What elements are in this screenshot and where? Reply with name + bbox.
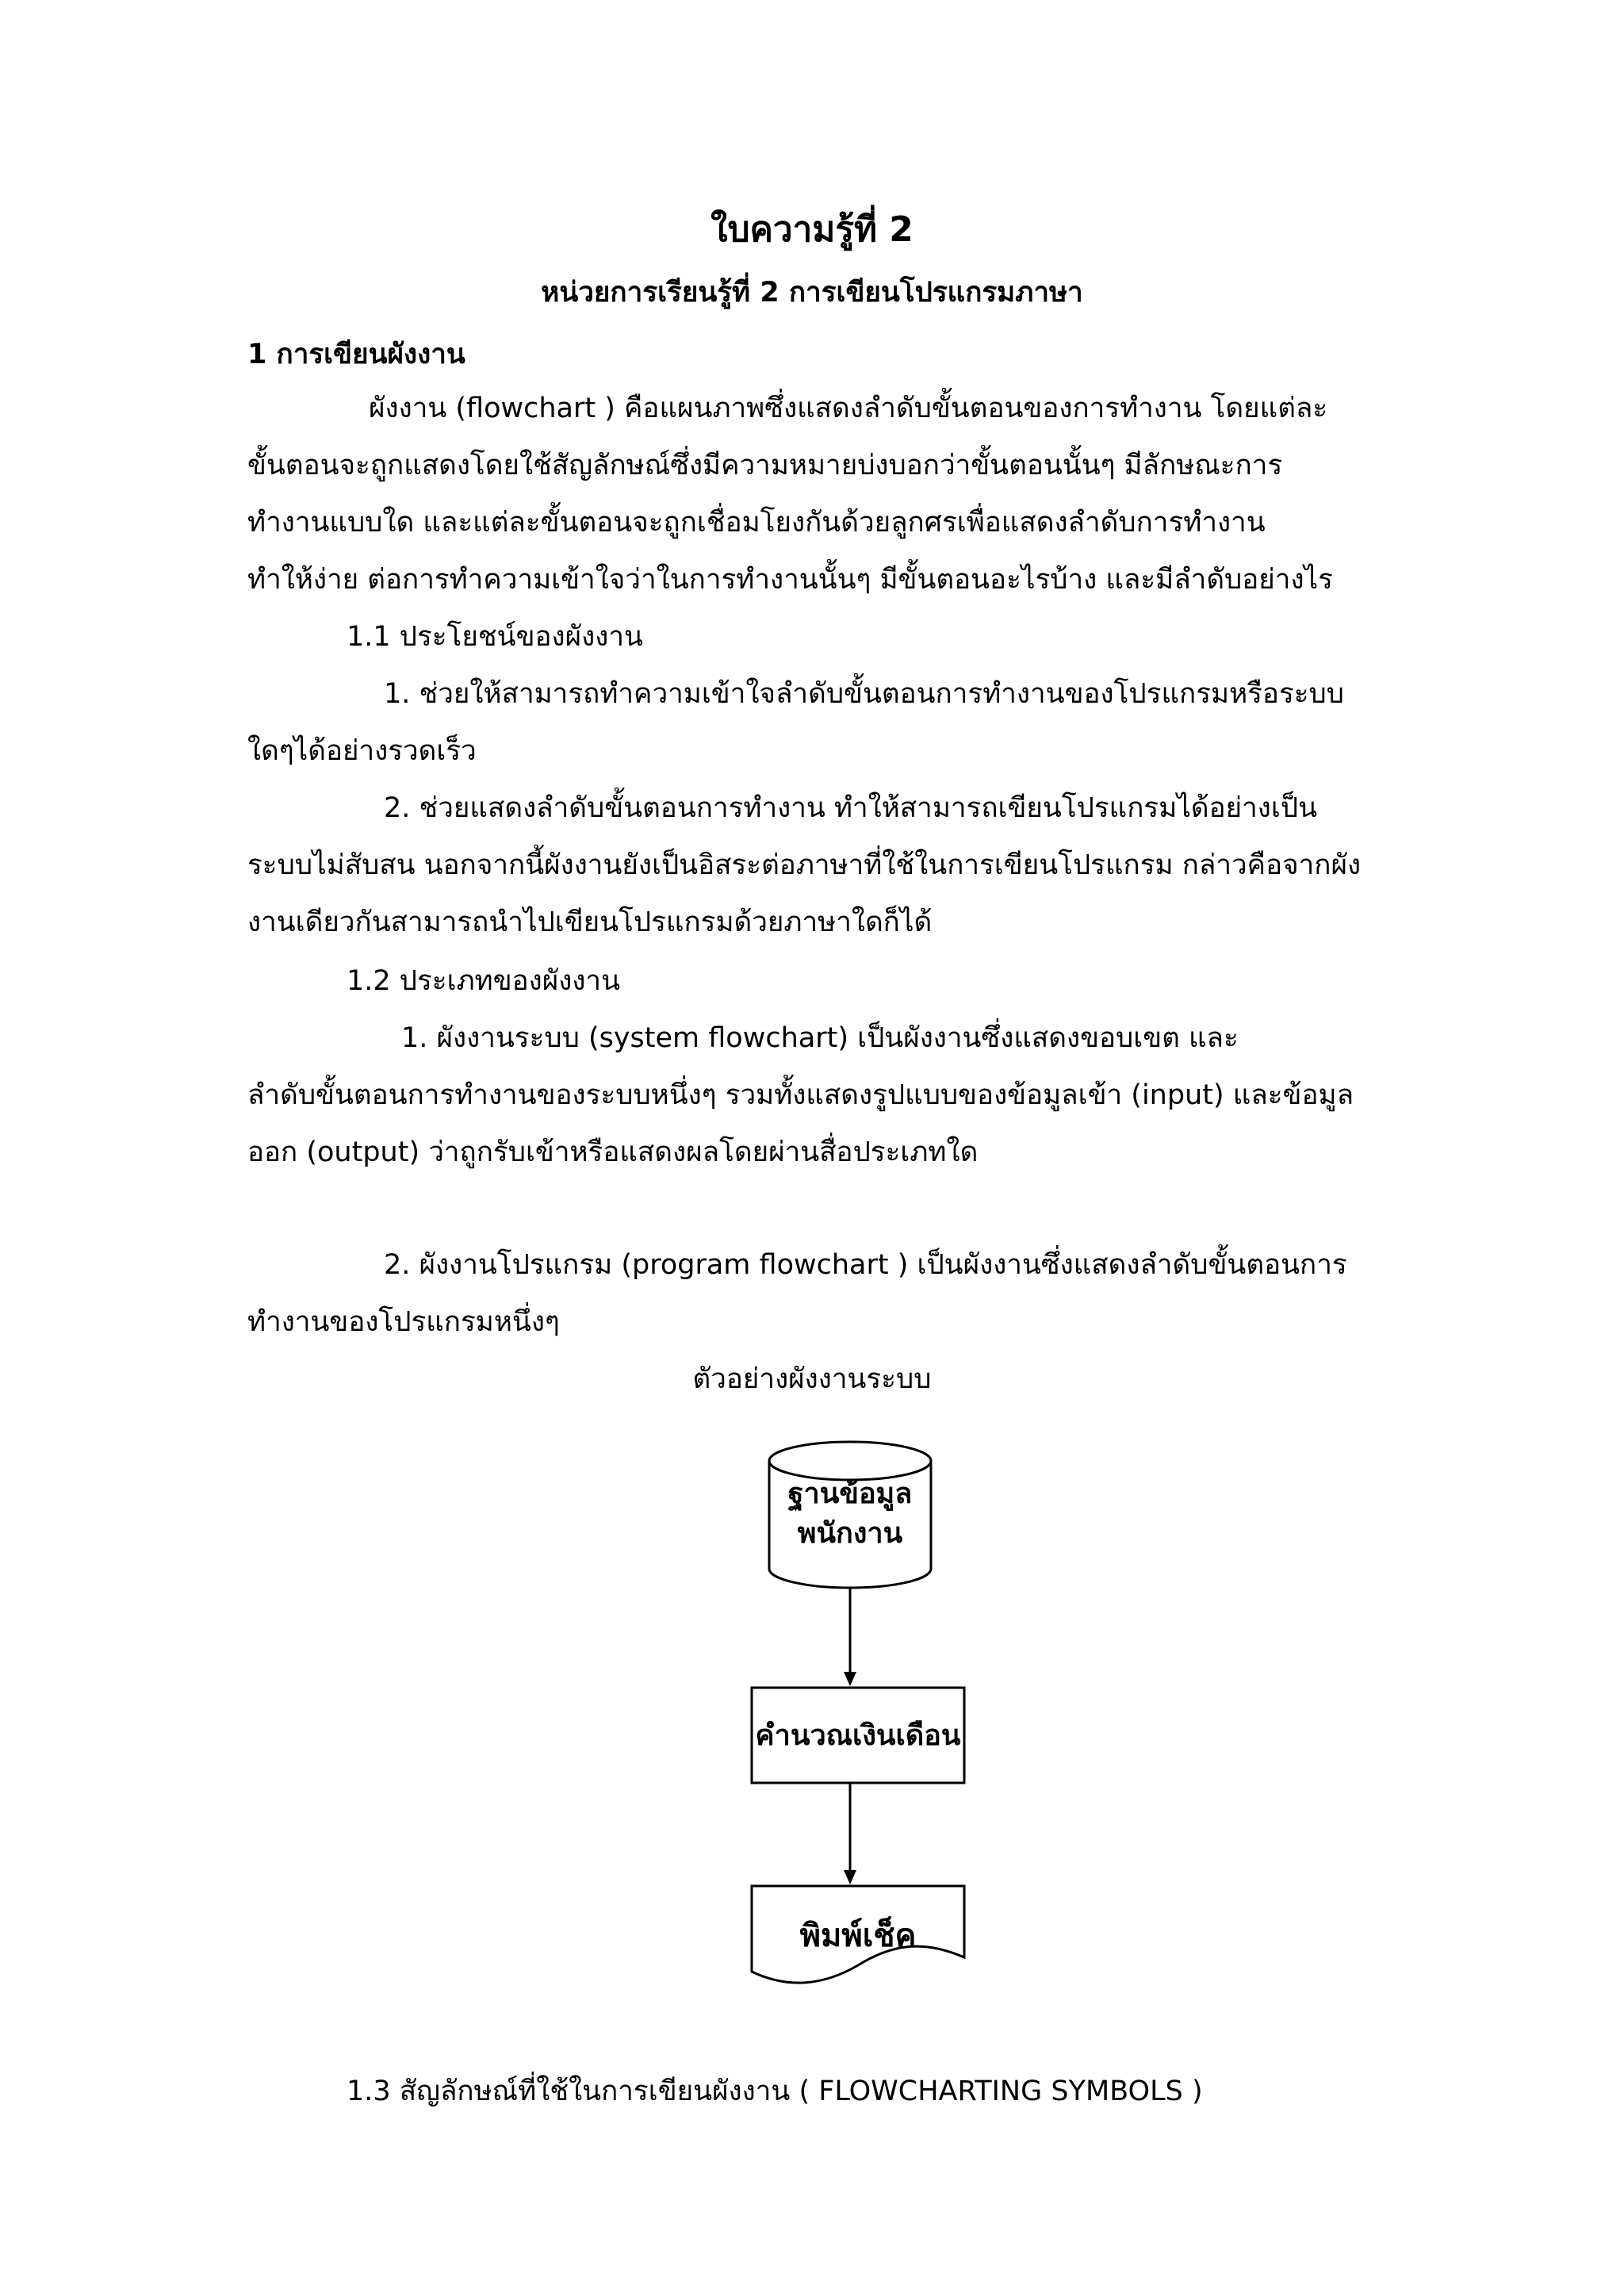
type-item-2-cont: ทำงานของโปรแกรมหนึ่งๆ [247, 1306, 560, 1338]
document-title: ใบความรู้ที่ 2 [710, 209, 914, 250]
document-output-shape [752, 1886, 964, 1983]
intro-line: ขั้นตอนจะถูกแสดงโดยใช้สัญลักษณ์ซึ่งมีความหมายบ่งบอกว่าขั้นตอนนั้นๆ มีลักษณะการ [247, 450, 1283, 481]
intro-line: ทำงานแบบใด และแต่ละขั้นตอนจะถูกเชื่อมโยงกันด้วยลูกศรเพื่อแสดงลำดับการทำงาน [247, 507, 1266, 539]
section-heading: 1 การเขียนผังงาน [247, 339, 465, 370]
benefit-item-1: 1. ช่วยให้สามารถทำความเข้าใจลำดับขั้นตอนการทำงานของโปรแกรมหรือระบบ [384, 678, 1344, 710]
output-label: พิมพ์เช็ค [799, 1918, 917, 1954]
subsection-heading-1-3: 1.3 สัญลักษณ์ที่ใช้ในการเขียนผังงาน ( FLOWCHARTING SYMBOLS ) [347, 2076, 1203, 2107]
type-item-1: 1. ผังงานระบบ (system flowchart) เป็นผังงานซึ่งแสดงขอบเขต และ [401, 1022, 1239, 1054]
benefit-item-1-cont: ใดๆได้อย่างรวดเร็ว [247, 735, 477, 767]
database-label-line2: พนักงาน [797, 1517, 903, 1550]
process-box [752, 1688, 964, 1783]
example-caption: ตัวอย่างผังงานระบบ [692, 1363, 932, 1395]
arrowhead-icon [844, 1870, 856, 1884]
type-item-1-cont: ลำดับขั้นตอนการทำงานของระบบหนึ่งๆ รวมทั้งแสดงรูปแบบของข้อมูลเข้า (input) และข้อมูล [247, 1079, 1354, 1111]
intro-line: ทำให้ง่าย ต่อการทำความเข้าใจว่าในการทำงานนั้นๆ มีขั้นตอนอะไรบ้าง และมีลำดับอย่างไร [247, 564, 1333, 596]
subsection-heading-1-1: 1.1 ประโยชน์ของผังงาน [347, 621, 643, 653]
benefit-item-2-cont: งานเดียวกันสามารถนำไปเขียนโปรแกรมด้วยภาษาใดก็ได้ [247, 907, 933, 938]
type-item-2: 2. ผังงานโปรแกรม (program flowchart ) เป็นผังงานซึ่งแสดงลำดับขั้นตอนการ [384, 1249, 1347, 1281]
subsection-heading-1-2: 1.2 ประเภทของผังงาน [347, 965, 621, 997]
database-cylinder [769, 1442, 931, 1588]
intro-line: ผังงาน (flowchart ) คือแผนภาพซึ่งแสดงลำดับขั้นตอนของการทำงาน โดยแต่ละ [369, 393, 1328, 424]
benefit-item-2-cont: ระบบไม่สับสน นอกจากนี้ผังงานยังเป็นอิสระต่อภาษาที่ใช้ในการเขียนโปรแกรม กล่าวคือจากผัง [247, 849, 1362, 881]
benefit-item-2: 2. ช่วยแสดงลำดับขั้นตอนการทำงาน ทำให้สามารถเขียนโปรแกรมได้อย่างเป็น [384, 792, 1317, 824]
database-label-line1: ฐานข้อมูล [787, 1478, 913, 1510]
arrowhead-icon [844, 1672, 856, 1686]
type-item-1-cont: ออก (output) ว่าถูกรับเข้าหรือแสดงผลโดยผ่านสื่อประเภทใด [247, 1137, 979, 1168]
document-subtitle: หน่วยการเรียนรู้ที่ 2 การเขียนโปรแกรมภาษา [541, 277, 1083, 309]
process-label: คำนวณเงินเดือน [755, 1719, 961, 1752]
